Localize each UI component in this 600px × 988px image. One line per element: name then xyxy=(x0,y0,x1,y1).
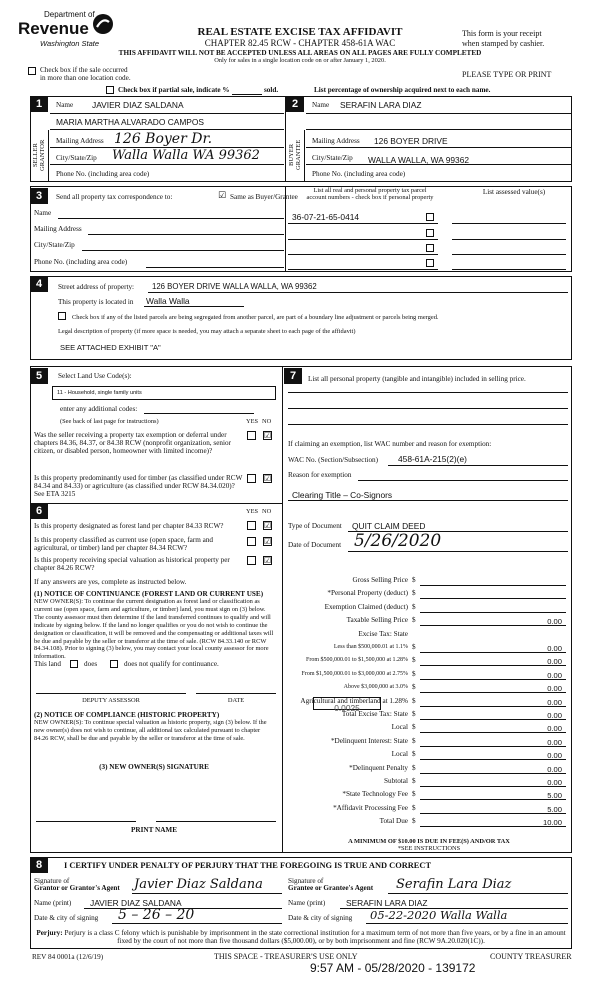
tax-row-label: Local xyxy=(391,723,408,732)
section-1-number: 1 xyxy=(30,96,48,112)
grantor-print-label: Name (print) xyxy=(34,899,72,907)
parcel-4-personal-checkbox[interactable] xyxy=(426,259,434,267)
same-as-buyer-label: Same as Buyer/Grantee xyxy=(230,193,298,201)
local-rate-value: 0.0025 xyxy=(334,703,360,713)
tax-row-value[interactable]: 0.00 xyxy=(547,737,562,747)
reason-exemption-label: Reason for exemption xyxy=(288,471,352,479)
tax-row-label: *Delinquent Interest: State xyxy=(330,736,408,745)
tax-row-dollar: $ xyxy=(412,750,416,759)
form-title: REAL ESTATE EXCISE TAX AFFIDAVIT xyxy=(197,26,403,38)
tax-row-label: *Affidavit Processing Fee xyxy=(333,803,408,812)
notice-continuance-body: NEW OWNER(S): To continue the current designation as forest land or classification as current use (open space, farm and agriculture, or timber) land, you must sign on (3) below. The county assessor must then determine if the land transferred continues to qualify and will indicate by signing below. If the land no longer qualifies or you do not wish to continue the designation or classification, it will be removed and the compensating or additional taxes will be due and payable by the seller or transferor at the time of sale. (RCW 84.33.140 or RCW 84.34.108). Prior to signing (3) below, you may contact your local county assessor for more information. xyxy=(34,598,274,661)
s6-no-header: NO xyxy=(262,508,272,515)
document-date-label: Date of Document xyxy=(288,541,342,549)
s5-q2-yes-checkbox[interactable] xyxy=(247,474,256,483)
assessed-value-label: List assessed value(s) xyxy=(482,188,546,196)
tax-row-value[interactable]: 5.00 xyxy=(547,791,562,801)
tax-row-label: Local xyxy=(391,750,408,759)
tax-row-value[interactable]: 0.00 xyxy=(547,617,562,627)
seller-name-1[interactable]: JAVIER DIAZ SALDANA xyxy=(92,100,184,110)
legal-description-value[interactable]: SEE ATTACHED EXHIBIT "A" xyxy=(60,343,161,352)
tax-row-dollar: $ xyxy=(412,669,416,678)
tax-row-label: Excise Tax: State xyxy=(358,629,408,638)
send-correspondence-label: Send all property tax correspondence to: xyxy=(56,193,173,201)
s6-q1-no-checkbox[interactable]: ☑ xyxy=(264,521,272,530)
tax-row-dollar: $ xyxy=(412,683,416,692)
legal-description-label: Legal description of property (if more space is needed, you may attach a separate sheet to each page of the affidavit) xyxy=(58,328,356,335)
document-type-label: Type of Document xyxy=(288,522,342,530)
s5-no-header: NO xyxy=(262,418,272,425)
print-name-label: PRINT NAME xyxy=(131,826,177,834)
tax-row-label: Exemption Claimed (deduct) xyxy=(324,602,408,611)
tax-row-label: Subtotal xyxy=(384,777,408,785)
notice-compliance-title: (2) NOTICE OF COMPLIANCE (HISTORIC PROPERTY) xyxy=(34,711,220,719)
if-answers-yes: If any answers are yes, complete as instructed below. xyxy=(34,578,187,586)
tax-row-dollar: $ xyxy=(412,602,416,611)
tax-row-dollar: $ xyxy=(412,817,416,826)
s5-q1-no-checkbox[interactable]: ☑ xyxy=(264,431,272,440)
parcel-list-label2: account numbers - check box if personal property xyxy=(306,194,434,201)
grantee-print-name[interactable]: SERAFIN LARA DIAZ xyxy=(346,898,428,908)
land-use-label: Select Land Use Code(s): xyxy=(58,372,132,380)
buyer-city-label: City/State/Zip xyxy=(312,154,353,162)
street-address-value[interactable]: 126 BOYER DRIVE WALLA WALLA, WA 99362 xyxy=(152,282,317,291)
tax-row-label: Agricultural and timberland at 1.28% xyxy=(300,696,408,705)
seller-phone-label: Phone No. (including area code) xyxy=(56,170,150,178)
seller-mail-value[interactable]: 126 Boyer Dr. xyxy=(114,131,213,147)
s3-mail-label: Mailing Address xyxy=(34,225,82,233)
perjury-statement xyxy=(34,929,568,945)
seller-name-label: Name xyxy=(56,101,74,109)
dor-swirl-icon xyxy=(92,13,114,35)
dept-line3: Washington State xyxy=(40,39,100,48)
tax-row-dollar: $ xyxy=(412,710,416,718)
deputy-assessor-label: DEPUTY ASSESSOR xyxy=(82,697,140,704)
perjury-text: Perjury is a class C felony which is punishable by imprisonment in the state correctional institution for a maximum term of not more than five years, or by a fine in an amount fixed by the court of not more than five thousand dollars ($5,000.00), or by both imprisonment and fine (RCW 9A.20.020(1C)). xyxy=(64,929,566,946)
tax-row-dollar: $ xyxy=(412,576,416,584)
tax-row-dollar: $ xyxy=(412,656,416,665)
tax-row-label: *State Technology Fee xyxy=(342,790,408,799)
notice-continuance-title: (1) NOTICE OF CONTINUANCE (FOREST LAND OR CURRENT USE) xyxy=(34,590,264,598)
tax-row-value[interactable]: 0.00 xyxy=(547,644,562,653)
treasurer-use-only: THIS SPACE - TREASURER'S USE ONLY xyxy=(214,952,358,961)
s6-q2-no-checkbox[interactable]: ☑ xyxy=(264,537,272,546)
new-owner-signature-label: (3) NEW OWNER(S) SIGNATURE xyxy=(99,763,209,771)
s5-q1-yes-checkbox[interactable] xyxy=(247,431,256,440)
land-use-selected-value: 11 - Household, single family units xyxy=(57,390,142,396)
does-not-label: does not qualify for continuance. xyxy=(124,660,219,668)
section-8-number: 8 xyxy=(30,857,48,873)
section-2-number: 2 xyxy=(286,96,304,112)
s6-question-3: Is this property receiving special valuation as historical property per chapter 84.26 RCW? xyxy=(34,556,230,573)
receipt-line1: This form is your receipt xyxy=(462,29,542,38)
wac-label: WAC No. (Section/Subsection) xyxy=(288,456,379,464)
document-date-value[interactable]: 5/26/2020 xyxy=(354,531,442,551)
tax-row-value[interactable]: 0.00 xyxy=(547,670,562,680)
seller-name-2[interactable]: MARIA MARTHA ALVARADO CAMPOS xyxy=(56,117,204,127)
tax-row-value[interactable]: 10.00 xyxy=(542,818,562,828)
tax-row-value[interactable]: 0.00 xyxy=(547,697,562,707)
grantee-date-value[interactable]: 05-22-2020 Walla Walla xyxy=(370,908,508,922)
section-4-number: 4 xyxy=(30,276,48,292)
sold-label: sold. xyxy=(264,86,279,94)
parcel-3-personal-checkbox[interactable] xyxy=(426,244,434,252)
personal-property-label: List all personal property (tangible and intangible) included in selling price. xyxy=(308,375,526,383)
grantor-date-value[interactable]: 5 – 26 – 20 xyxy=(118,907,195,923)
multi-location-label1: Check box if the sale occurred xyxy=(40,66,128,74)
tax-row-label: *Delinquent Penalty xyxy=(349,763,408,772)
s6-question-1: Is this property designated as forest land per chapter 84.33 RCW? xyxy=(34,522,224,530)
grantor-print-name[interactable]: JAVIER DIAZ SALDANA xyxy=(90,898,182,908)
parcel-list-label1: List all real and personal property tax parcel xyxy=(313,187,427,194)
seller-city-value[interactable]: Walla Walla WA 99362 xyxy=(112,148,260,163)
same-as-buyer-checkbox[interactable]: ☑ xyxy=(218,191,227,201)
tax-row-dollar: $ xyxy=(412,589,416,598)
tax-row-dollar: $ xyxy=(412,696,416,705)
multi-location-label2: in more than one location code. xyxy=(40,74,131,82)
tax-row-value[interactable]: 0.00 xyxy=(547,711,562,720)
receipt-line2: when stamped by cashier. xyxy=(462,39,545,48)
tax-row-dollar: $ xyxy=(412,616,416,625)
s6-question-2: Is this property classified as current use (open space, farm and agricultural, or timber) land per chapter 84.34 RCW? xyxy=(34,536,214,553)
s3-city-label: City/State/Zip xyxy=(34,241,75,249)
certify-statement: I CERTIFY UNDER PENALTY OF PERJURY THAT THE FOREGOING IS TRUE AND CORRECT xyxy=(64,861,432,870)
multi-location-checkbox[interactable] xyxy=(28,67,36,75)
parcel-number-1[interactable]: 36-07-21-65-0414 xyxy=(292,212,360,222)
buyer-mail-label: Mailing Address xyxy=(312,137,360,145)
s6-q2-yes-checkbox[interactable] xyxy=(247,537,256,546)
tax-row-value[interactable]: 5.00 xyxy=(547,804,562,814)
tax-row-dollar: $ xyxy=(412,790,416,799)
street-address-label: Street address of property: xyxy=(58,283,135,291)
tax-row-label: From $500,000.01 to $1,500,000 at 1.28% xyxy=(306,657,408,664)
this-land-label: This land xyxy=(34,660,61,668)
buyer-mail-value[interactable]: 126 BOYER DRIVE xyxy=(374,136,448,146)
ownership-pct-label: List percentage of ownership acquired next to each name. xyxy=(314,86,491,94)
tax-row-label: *Personal Property (deduct) xyxy=(327,589,408,598)
parcel-2-personal-checkbox[interactable] xyxy=(426,229,434,237)
grantee-sig-label2: Grantee or Grantee's Agent xyxy=(288,884,374,892)
partial-sale-checkbox[interactable] xyxy=(106,86,114,94)
tax-row-label: Gross Selling Price xyxy=(352,576,408,584)
tax-row-dollar: $ xyxy=(412,736,416,745)
tax-row-value[interactable]: 0.00 xyxy=(547,724,562,734)
buyer-city-value[interactable]: WALLA WALLA, WA 99362 xyxy=(368,155,470,165)
section-5-number: 5 xyxy=(30,368,48,384)
additional-codes-label: enter any additional codes: xyxy=(60,405,138,413)
form-only: Only for sales in a single location code on or after January 1, 2020. xyxy=(214,57,386,64)
grantor-date-label: Date & city of signing xyxy=(34,914,99,922)
minimum-due-label: A MINIMUM OF $10.00 IS DUE IN FEE(S) AND/OR TAX xyxy=(348,838,510,845)
tax-row-dollar: $ xyxy=(412,763,416,772)
land-use-select[interactable] xyxy=(52,386,276,400)
form-revision: REV 84 0001a (12/6/19) xyxy=(32,953,104,961)
document-type-value[interactable]: QUIT CLAIM DEED xyxy=(352,521,426,531)
tax-row-label: Total Due xyxy=(379,817,408,826)
see-instructions-label: *SEE INSTRUCTIONS xyxy=(397,845,461,852)
buyer-name-1[interactable]: SERAFIN LARA DIAZ xyxy=(340,100,422,110)
land-does-checkbox[interactable] xyxy=(70,660,78,668)
tax-row-label: Taxable Selling Price xyxy=(346,616,408,625)
seller-city-label: City/State/Zip xyxy=(56,154,97,162)
section-6-number: 6 xyxy=(30,503,48,519)
tax-row-label: Less than $500,000.01 at 1.1% xyxy=(333,644,408,650)
section-3-number: 3 xyxy=(30,188,48,204)
tax-row-value[interactable]: 0.00 xyxy=(547,778,562,787)
form-chapter: CHAPTER 82.45 RCW - CHAPTER 458-61A WAC xyxy=(204,38,396,48)
grantee-signature[interactable]: Serafin Lara Diaz xyxy=(396,877,512,892)
tax-row-label: Total Excise Tax: State xyxy=(341,710,408,718)
wac-value[interactable]: 458-61A-215(2)(e) xyxy=(398,454,467,464)
s6-q3-no-checkbox[interactable]: ☑ xyxy=(264,556,272,565)
land-use-instructions: (See back of last page for instructions) xyxy=(60,418,159,425)
local-rate-input[interactable] xyxy=(313,697,381,713)
partial-sale-label: Check box if partial sale, indicate % xyxy=(118,86,230,94)
section-7-number: 7 xyxy=(284,368,302,384)
s3-name-label: Name xyxy=(34,209,52,217)
tax-row-dollar: $ xyxy=(412,777,416,785)
type-or-print: PLEASE TYPE OR PRINT xyxy=(462,70,552,79)
s6-q1-yes-checkbox[interactable] xyxy=(247,521,256,530)
s5-question-1: Was the seller receiving a property tax exemption or deferral under chapters 84.36, 84.37, or 84.38 RCW (nonprofit organization, senior citizen, or disabled person, homeowner with limited income)? xyxy=(34,431,231,456)
recording-stamp: 9:57 AM - 05/28/2020 - 139172 xyxy=(310,961,476,975)
deputy-date-label: DATE xyxy=(227,697,245,704)
dept-line2: Revenue xyxy=(18,19,89,38)
parcel-1-personal-checkbox[interactable] xyxy=(426,213,434,221)
s6-yes-header: YES xyxy=(246,508,259,515)
form-notice: THIS AFFIDAVIT WILL NOT BE ACCEPTED UNLESS ALL AREAS ON ALL PAGES ARE FULLY COMPLETED xyxy=(118,49,482,57)
segregated-parcel-checkbox[interactable] xyxy=(58,312,66,320)
tax-row-value[interactable]: 0.00 xyxy=(547,684,562,694)
tax-row-label: From $1,500,000.01 to $3,000,000 at 2.75% xyxy=(301,670,408,677)
tax-row-value[interactable]: 0.00 xyxy=(547,751,562,761)
perjury-label: Perjury: xyxy=(36,929,63,937)
located-in-label: This property is located in xyxy=(58,298,134,306)
tax-row-dollar: $ xyxy=(412,803,416,812)
s6-q3-yes-checkbox[interactable] xyxy=(247,556,256,565)
grantee-date-label: Date & city of signing xyxy=(288,914,353,922)
tax-row-dollar: $ xyxy=(412,643,416,651)
dept-line1: Department of xyxy=(44,10,95,19)
tax-row-dollar: $ xyxy=(412,723,416,732)
s3-phone-label: Phone No. (including area code) xyxy=(34,258,128,266)
tax-row-value[interactable]: 0.00 xyxy=(547,764,562,774)
county-treasurer-label: COUNTY TREASURER xyxy=(490,952,572,961)
located-in-value[interactable]: Walla Walla xyxy=(146,296,190,306)
buyer-grantee-side-label: BUYER GRANTEE xyxy=(288,139,302,171)
seller-mail-label: Mailing Address xyxy=(56,137,104,145)
buyer-phone-label: Phone No. (including area code) xyxy=(312,170,406,178)
grantor-sig-label1: Signature of xyxy=(34,877,70,885)
grantor-signature[interactable]: Javier Diaz Saldana xyxy=(134,877,263,892)
land-does-not-checkbox[interactable] xyxy=(110,660,118,668)
s5-question-2: Is this property predominantly used for timber (as classified under RCW 84.34 and 84.33) or agriculture (as classified under RCW 84.34.020)? See ETA 3215 xyxy=(34,474,243,499)
grantor-sig-label2: Grantor or Grantor's Agent xyxy=(34,884,120,892)
grantee-sig-label1: Signature of xyxy=(288,877,324,885)
s5-yes-header: YES xyxy=(246,418,259,425)
does-label: does xyxy=(84,660,98,668)
grantee-print-label: Name (print) xyxy=(288,899,326,907)
reason-exemption-value[interactable]: Clearing Title – Co-Signors xyxy=(292,490,393,500)
buyer-name-label: Name xyxy=(312,101,330,109)
notice-compliance-body: NEW OWNER(S): To continue special valuation as historic property, sign (3) below. If the new owner(s) does not wish to continue, all additional tax calculated pursuant to chapter 84.26 RCW, shall be due and payable by the seller or transferor at the time of sale. xyxy=(34,719,267,742)
segregated-parcel-label: Check box if any of the listed parcels are being segregated from another parcel, are part of a boundary line adjustment or parcels being merged. xyxy=(72,314,439,321)
tax-row-value[interactable]: 0.00 xyxy=(547,657,562,667)
s5-q2-no-checkbox[interactable]: ☑ xyxy=(264,474,272,483)
exemption-instruction: If claiming an exemption, list WAC number and reason for exemption: xyxy=(288,440,492,448)
seller-grantor-side-label: SELLER GRANTOR xyxy=(32,139,46,171)
tax-row-label: Above $3,000,000 at 3.0% xyxy=(343,684,408,691)
